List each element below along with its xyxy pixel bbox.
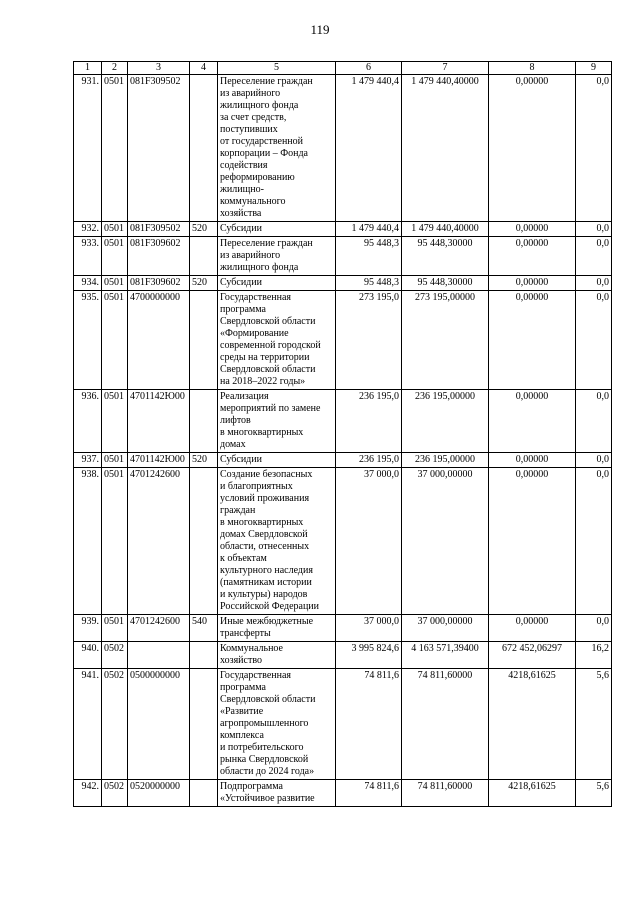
planned-amount-cell: 273 195,00000 <box>402 291 489 390</box>
header-cell: 3 <box>128 62 190 75</box>
approved-amount-cell: 236 195,0 <box>336 453 402 468</box>
section-code-cell: 0501 <box>102 453 128 468</box>
header-cell: 9 <box>576 62 612 75</box>
approved-amount-cell: 273 195,0 <box>336 291 402 390</box>
table-row <box>74 237 612 276</box>
section-code-cell: 0502 <box>102 780 128 807</box>
planned-amount-cell: 1 479 440,40000 <box>402 75 489 222</box>
expense-type-cell: 520 <box>190 453 218 468</box>
executed-amount-cell: 0,00000 <box>489 291 576 390</box>
item-name-cell: Государственная программа Свердловской области «Развитие агропромышленного комплекса и потребительского рынка Свердловской области до 2024 года» <box>218 669 336 780</box>
execution-percent-cell: 0,0 <box>576 468 612 615</box>
approved-amount-cell: 236 195,0 <box>336 390 402 453</box>
section-code-cell: 0501 <box>102 237 128 276</box>
planned-amount-cell: 74 811,60000 <box>402 669 489 780</box>
section-code-cell: 0502 <box>102 642 128 669</box>
expense-type-cell: 520 <box>190 276 218 291</box>
table-row <box>74 669 612 780</box>
row-number-cell: 931. <box>74 75 102 222</box>
row-number-cell: 939. <box>74 615 102 642</box>
executed-amount-cell: 672 452,06297 <box>489 642 576 669</box>
table-row <box>74 468 612 615</box>
header-cell: 5 <box>218 62 336 75</box>
executed-amount-cell: 0,00000 <box>489 615 576 642</box>
approved-amount-cell: 95 448,3 <box>336 237 402 276</box>
planned-amount-cell: 236 195,00000 <box>402 453 489 468</box>
executed-amount-cell: 0,00000 <box>489 237 576 276</box>
target-article-cell: 0520000000 <box>128 780 190 807</box>
approved-amount-cell: 74 811,6 <box>336 780 402 807</box>
planned-amount-cell: 74 811,60000 <box>402 780 489 807</box>
item-name-cell: Субсидии <box>218 276 336 291</box>
row-number-cell: 941. <box>74 669 102 780</box>
execution-percent-cell: 0,0 <box>576 276 612 291</box>
planned-amount-cell: 37 000,00000 <box>402 615 489 642</box>
execution-percent-cell: 0,0 <box>576 390 612 453</box>
header-cell: 7 <box>402 62 489 75</box>
target-article-cell: 4701242600 <box>128 468 190 615</box>
expense-type-cell <box>190 390 218 453</box>
execution-percent-cell: 0,0 <box>576 615 612 642</box>
target-article-cell: 4701142Ю00 <box>128 453 190 468</box>
table-row <box>74 75 612 222</box>
table-row <box>74 390 612 453</box>
header-cell: 2 <box>102 62 128 75</box>
table-row <box>74 780 612 807</box>
planned-amount-cell: 236 195,00000 <box>402 390 489 453</box>
expense-type-cell <box>190 780 218 807</box>
expense-type-cell <box>190 237 218 276</box>
target-article-cell: 0500000000 <box>128 669 190 780</box>
execution-percent-cell: 0,0 <box>576 75 612 222</box>
executed-amount-cell: 0,00000 <box>489 468 576 615</box>
executed-amount-cell: 0,00000 <box>489 276 576 291</box>
row-number-cell: 937. <box>74 453 102 468</box>
execution-percent-cell: 16,2 <box>576 642 612 669</box>
target-article-cell: 081F309502 <box>128 75 190 222</box>
table-row <box>74 276 612 291</box>
approved-amount-cell: 1 479 440,4 <box>336 222 402 237</box>
planned-amount-cell: 95 448,30000 <box>402 276 489 291</box>
target-article-cell: 081F309502 <box>128 222 190 237</box>
planned-amount-cell: 37 000,00000 <box>402 468 489 615</box>
target-article-cell: 4701242600 <box>128 615 190 642</box>
section-code-cell: 0501 <box>102 276 128 291</box>
executed-amount-cell: 4218,61625 <box>489 780 576 807</box>
item-name-cell: Иные межбюджетные трансферты <box>218 615 336 642</box>
table-row <box>74 642 612 669</box>
page-number: 119 <box>310 22 330 37</box>
approved-amount-cell: 1 479 440,4 <box>336 75 402 222</box>
row-number-cell: 940. <box>74 642 102 669</box>
target-article-cell <box>128 642 190 669</box>
budget-table <box>73 61 612 807</box>
item-name-cell: Создание безопасных и благоприятных условий проживания граждан в многоквартирных домах Свердловской области, отнесенных к объектам культурного наследия (памятникам истории и культуры) народов Российской Федерации <box>218 468 336 615</box>
execution-percent-cell: 5,6 <box>576 669 612 780</box>
execution-percent-cell: 0,0 <box>576 291 612 390</box>
table-row <box>74 453 612 468</box>
section-code-cell: 0501 <box>102 291 128 390</box>
expense-type-cell <box>190 669 218 780</box>
header-cell: 8 <box>489 62 576 75</box>
section-code-cell: 0502 <box>102 669 128 780</box>
executed-amount-cell: 0,00000 <box>489 222 576 237</box>
row-number-cell: 934. <box>74 276 102 291</box>
target-article-cell: 4701142Ю00 <box>128 390 190 453</box>
executed-amount-cell: 4218,61625 <box>489 669 576 780</box>
approved-amount-cell: 74 811,6 <box>336 669 402 780</box>
item-name-cell: Переселение граждан из аварийного жилищного фонда <box>218 237 336 276</box>
target-article-cell: 081F309602 <box>128 237 190 276</box>
item-name-cell: Субсидии <box>218 222 336 237</box>
row-number-cell: 932. <box>74 222 102 237</box>
table-row <box>74 615 612 642</box>
planned-amount-cell: 1 479 440,40000 <box>402 222 489 237</box>
header-cell: 1 <box>74 62 102 75</box>
item-name-cell: Коммунальное хозяйство <box>218 642 336 669</box>
item-name-cell: Субсидии <box>218 453 336 468</box>
execution-percent-cell: 0,0 <box>576 237 612 276</box>
section-code-cell: 0501 <box>102 75 128 222</box>
item-name-cell: Переселение граждан из аварийного жилищного фонда за счет средств, поступивших от государственной корпорации – Фонда содействия реформированию жилищно- коммунального хозяйства <box>218 75 336 222</box>
executed-amount-cell: 0,00000 <box>489 75 576 222</box>
approved-amount-cell: 37 000,0 <box>336 615 402 642</box>
section-code-cell: 0501 <box>102 222 128 237</box>
row-number-cell: 936. <box>74 390 102 453</box>
execution-percent-cell: 0,0 <box>576 453 612 468</box>
execution-percent-cell: 0,0 <box>576 222 612 237</box>
item-name-cell: Государственная программа Свердловской области «Формирование современной городской среды на территории Свердловской области на 2018–2022 годы» <box>218 291 336 390</box>
execution-percent-cell: 5,6 <box>576 780 612 807</box>
target-article-cell: 4700000000 <box>128 291 190 390</box>
row-number-cell: 933. <box>74 237 102 276</box>
executed-amount-cell: 0,00000 <box>489 453 576 468</box>
header-cell: 6 <box>336 62 402 75</box>
item-name-cell: Реализация мероприятий по замене лифтов в многоквартирных домах <box>218 390 336 453</box>
expense-type-cell: 540 <box>190 615 218 642</box>
row-number-cell: 942. <box>74 780 102 807</box>
section-code-cell: 0501 <box>102 468 128 615</box>
row-number-cell: 938. <box>74 468 102 615</box>
header-cell: 4 <box>190 62 218 75</box>
header-row <box>74 62 612 75</box>
expense-type-cell <box>190 642 218 669</box>
section-code-cell: 0501 <box>102 615 128 642</box>
planned-amount-cell: 4 163 571,39400 <box>402 642 489 669</box>
target-article-cell: 081F309602 <box>128 276 190 291</box>
approved-amount-cell: 3 995 824,6 <box>336 642 402 669</box>
approved-amount-cell: 95 448,3 <box>336 276 402 291</box>
table-row <box>74 222 612 237</box>
row-number-cell: 935. <box>74 291 102 390</box>
section-code-cell: 0501 <box>102 390 128 453</box>
expense-type-cell: 520 <box>190 222 218 237</box>
approved-amount-cell: 37 000,0 <box>336 468 402 615</box>
executed-amount-cell: 0,00000 <box>489 390 576 453</box>
item-name-cell: Подпрограмма «Устойчивое развитие <box>218 780 336 807</box>
expense-type-cell <box>190 291 218 390</box>
table-row <box>74 291 612 390</box>
expense-type-cell <box>190 468 218 615</box>
expense-type-cell <box>190 75 218 222</box>
planned-amount-cell: 95 448,30000 <box>402 237 489 276</box>
